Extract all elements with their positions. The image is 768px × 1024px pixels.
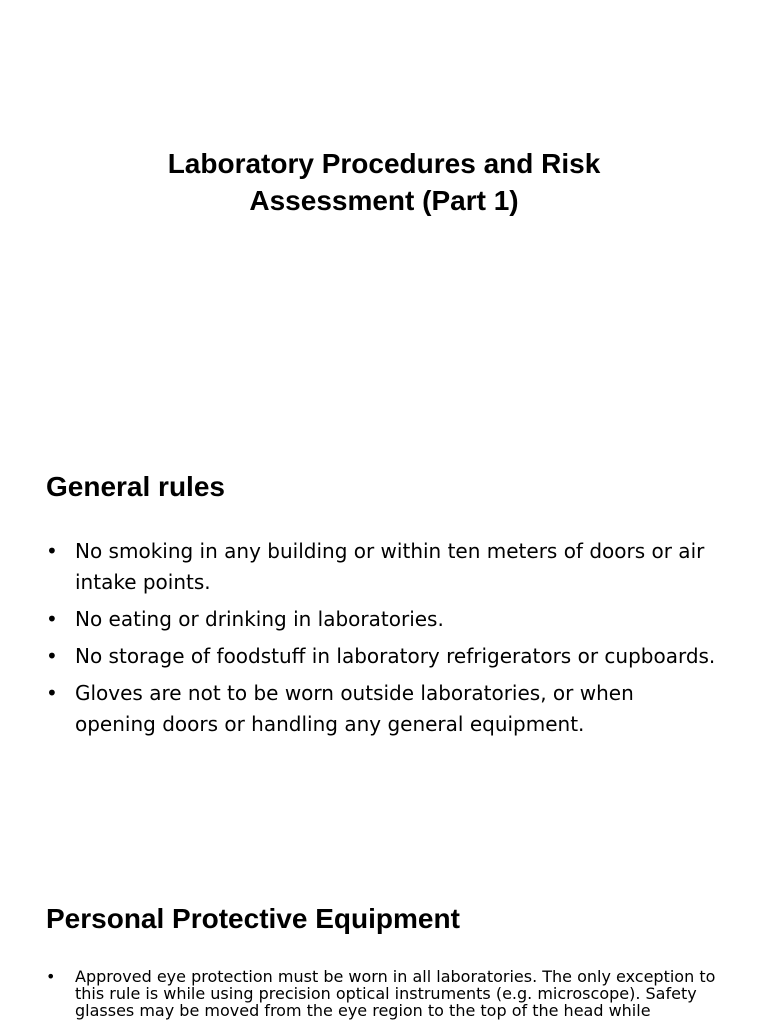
bullet-icon: •: [46, 539, 58, 563]
section-heading-ppe: Personal Protective Equipment: [46, 903, 460, 934]
list-item-text: Gloves are not to be worn outside laboratories, or when opening doors or handling any general equipment.: [75, 681, 634, 736]
list-item: [46, 678, 718, 740]
list-item-text: No smoking in any building or within ten meters of doors or air intake points.: [75, 539, 705, 594]
bullet-icon: •: [46, 967, 56, 986]
ppe-list: [46, 968, 726, 1019]
list-item: [46, 536, 718, 598]
list-item: [46, 604, 718, 635]
bullet-icon: •: [46, 644, 58, 668]
document-title: Laboratory Procedures and Risk Assessment (Part 1): [167, 148, 601, 216]
list-item: [46, 641, 718, 672]
bullet-icon: •: [46, 681, 58, 705]
list-item-text: No storage of foodstuff in laboratory refrigerators or cupboards.: [75, 644, 716, 668]
bullet-icon: •: [46, 607, 58, 631]
list-item-text: No eating or drinking in laboratories.: [75, 607, 444, 631]
section-heading-general-rules: General rules: [46, 471, 225, 502]
general-rules-list: [46, 536, 718, 746]
list-item: [46, 968, 726, 1019]
list-item-text: Approved eye protection must be worn in all laboratories. The only exception to this rule is while using precision optical instruments (e.g. microscope). Safety glasses may be moved from the eye region to the top of the head while: [75, 967, 716, 1020]
